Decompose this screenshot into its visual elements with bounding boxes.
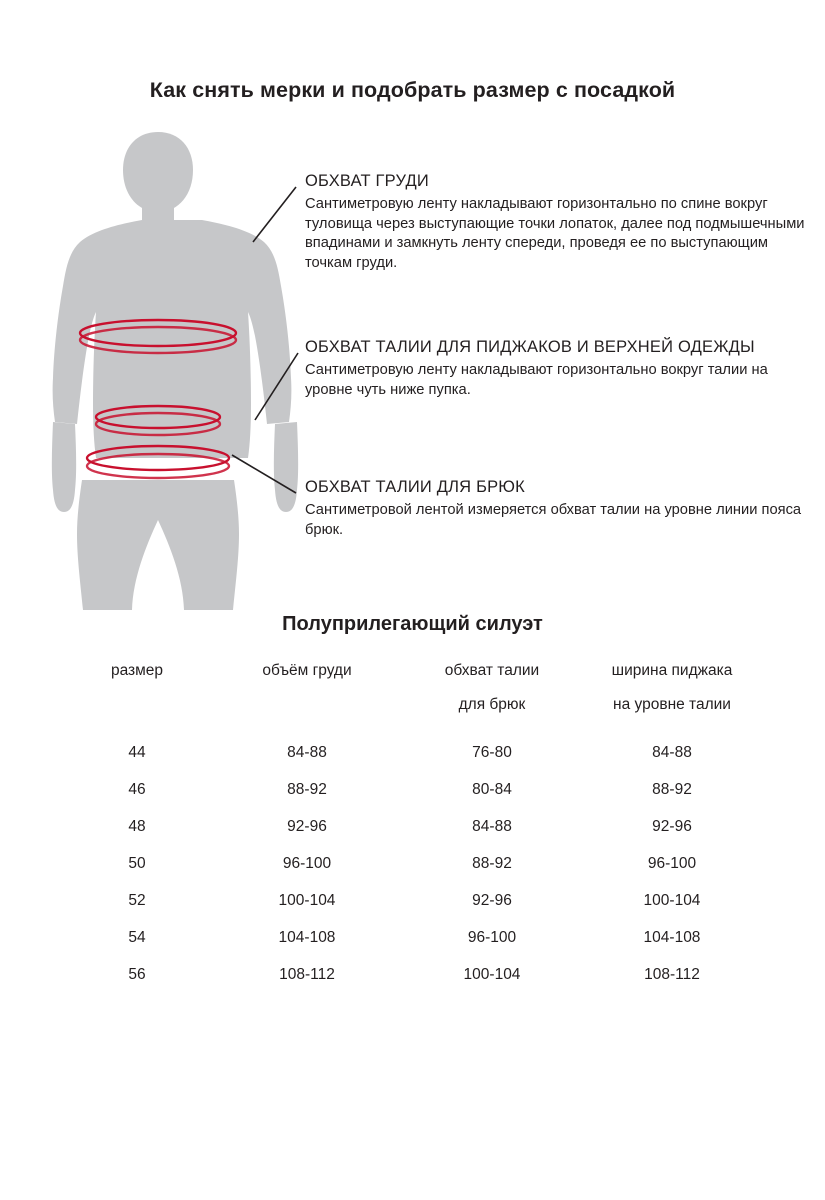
table-cell: 84-88 [652,743,692,761]
table-cell: 92-96 [652,817,692,835]
table-cell: 104-108 [643,928,701,946]
table-cell: 100-104 [463,965,521,983]
table-header-cell: обхват талии [444,662,540,679]
table-header-cell: объём груди [262,662,352,679]
callout-chest-title: ОБХВАТ ГРУДИ [305,172,429,190]
table-row [62,956,762,993]
table-subheader-cell: для брюк [458,696,526,713]
table-cell: 56 [128,965,146,983]
callout-waist-trousers [305,478,805,540]
table-row [62,845,762,882]
torso-silhouette [52,132,298,610]
table-cell: 76-80 [472,743,512,761]
table-cell: 100-104 [643,891,701,909]
callout-waist-jacket-title: ОБХВАТ ТАЛИИ ДЛЯ ПИДЖАКОВ И ВЕРХНЕЙ ОДЕЖДЫ [305,338,755,356]
body-figure-illustration [30,120,320,610]
table-cell: 48 [128,817,146,835]
table-cell: 104-108 [278,928,336,946]
table-cell: 46 [128,780,146,798]
table-cell: 96-100 [647,854,697,872]
table-cell: 50 [128,854,146,872]
table-header-cell: размер [110,662,164,679]
callout-waist-jacket [305,338,805,400]
callout-waist-jacket-body: Сантиметровую ленту накладывают горизонтально вокруг талии на уровне чуть ниже пупка. [305,362,768,398]
table-row [62,808,762,845]
table-cell: 92-96 [287,817,327,835]
table-cell: 108-112 [279,965,335,983]
table-cell: 80-84 [472,780,512,798]
table-subheader-cell [62,682,212,734]
callout-waist-trousers-body: Сантиметровой лентой измеряется обхват талии на уровне линии пояса брюк. [305,502,802,538]
table-subheader-row [62,682,762,734]
table-cell: 108-112 [644,965,700,983]
table-header-cell: ширина пиджака [611,662,733,679]
table-cell: 88-92 [472,854,512,872]
table-subheader-cell [212,682,402,734]
page-title: Как снять мерки и подобрать размер с посадкой [149,78,676,102]
callout-chest [305,172,805,273]
size-table [62,660,762,993]
table-cell: 52 [128,891,146,909]
callout-waist-trousers-title: ОБХВАТ ТАЛИИ ДЛЯ БРЮК [305,478,525,496]
callout-chest-body: Сантиметровую ленту накладывают горизонтально по спине вокруг туловища через выступающие точки лопаток, далее под подмышечными впадинами и замкнуть ленту спереди, проведя ее по выступающим точкам груди. [305,196,805,271]
table-row [62,882,762,919]
table-cell: 44 [128,743,146,761]
table-cell: 84-88 [287,743,327,761]
table-subheader-cell: на уровне талии [613,696,731,713]
table-cell: 100-104 [278,891,336,909]
table-cell: 96-100 [282,854,332,872]
table-cell: 88-92 [287,780,327,798]
table-cell: 54 [128,928,146,946]
table-header-row [62,660,762,682]
table-cell: 96-100 [467,928,517,946]
table-cell: 92-96 [472,891,512,909]
table-row [62,734,762,771]
table-title: Полуприлегающий силуэт [282,613,543,635]
table-cell: 88-92 [652,780,692,798]
table-row [62,919,762,956]
table-cell: 84-88 [472,817,512,835]
table-row [62,771,762,808]
